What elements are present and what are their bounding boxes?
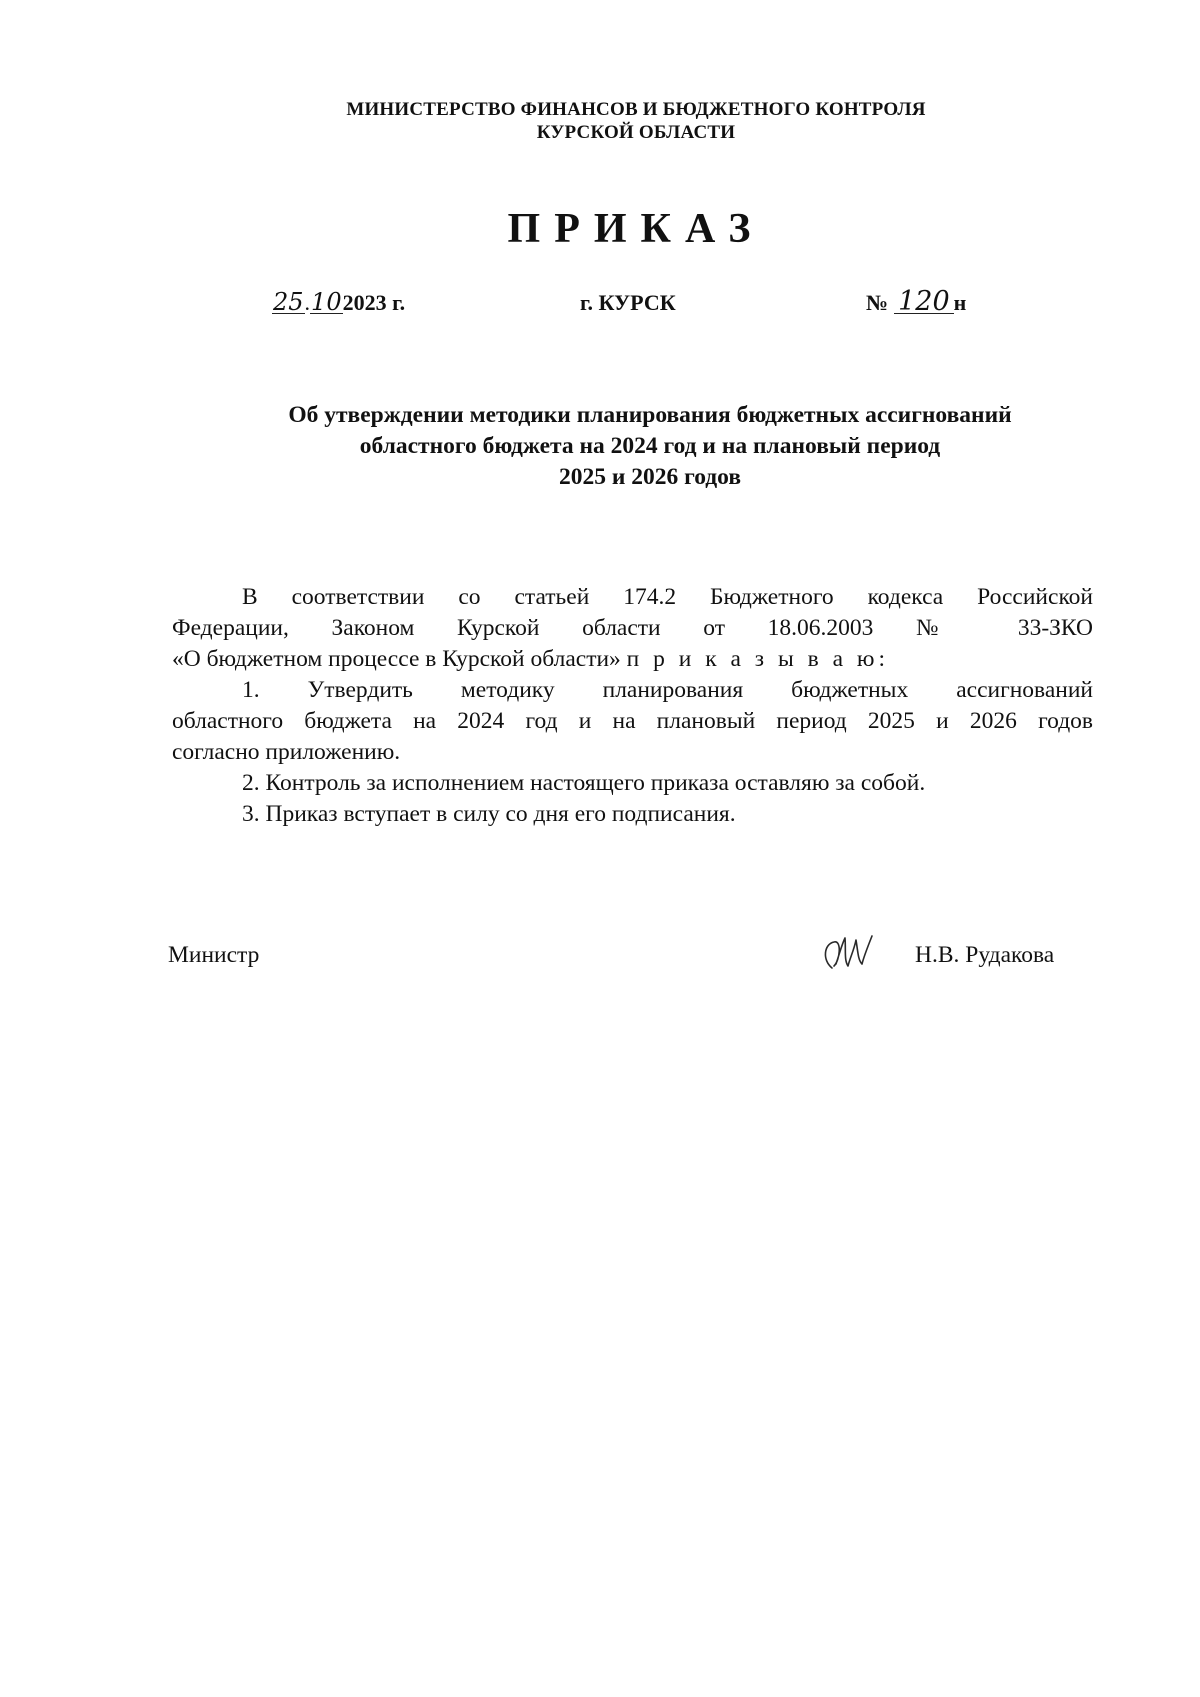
signer-name: Н.В. Рудакова bbox=[915, 942, 1055, 968]
item-3-paragraph bbox=[172, 799, 1093, 830]
document-date: 25.102023 г. bbox=[273, 288, 406, 316]
subject-line1: Об утверждении методики планирования бюджетных ассигнований bbox=[288, 402, 1012, 428]
document-city: г. КУРСК bbox=[580, 290, 676, 315]
ministry-name-line2: КУРСКОЙ ОБЛАСТИ bbox=[536, 122, 736, 143]
intro-line1: В соответствии со статьей 174.2 Бюджетного кодекса Российской bbox=[242, 584, 1093, 610]
document-body bbox=[172, 582, 1093, 830]
subject-line3: 2025 и 2026 годов bbox=[558, 464, 742, 490]
ministry-name-line1: МИНИСТЕРСТВО ФИНАНСОВ И БЮДЖЕТНОГО КОНТРОЛЯ bbox=[346, 99, 926, 120]
intro-paragraph bbox=[172, 582, 1093, 675]
item1-line2: областного бюджета на 2024 год и на плановый период 2025 и 2026 годов bbox=[172, 708, 1093, 734]
date-printed-year: 2023 г. bbox=[342, 290, 406, 315]
number-handwritten: 120 bbox=[894, 291, 954, 314]
document-number bbox=[866, 286, 967, 317]
document-meta-row bbox=[0, 286, 1200, 330]
document-title: ПРИКАЗ bbox=[507, 206, 765, 252]
item-2-paragraph bbox=[172, 768, 1093, 799]
subject-line2: областного бюджета на 2024 год и на плановый период bbox=[359, 433, 941, 459]
signature-row bbox=[0, 930, 1200, 990]
intro-line3-wrapper bbox=[172, 644, 1093, 675]
intro-line2: Федерации, Законом Курской области от 18.06.2003 № 33-ЗКО bbox=[172, 615, 1093, 641]
handwritten-signature bbox=[818, 930, 876, 978]
signer-position: Министр bbox=[168, 942, 260, 968]
number-prefix: № bbox=[866, 290, 889, 315]
intro-command: п р и к а з ы в а ю: bbox=[626, 646, 889, 672]
item3-line: 3. Приказ вступает в силу со дня его подписания. bbox=[242, 801, 736, 827]
number-suffix: н bbox=[953, 290, 967, 315]
item-1-paragraph bbox=[172, 675, 1093, 768]
document-subject bbox=[200, 400, 1100, 493]
date-handwritten-day: 25 bbox=[273, 288, 304, 316]
date-handwritten-month: 10 bbox=[311, 288, 342, 316]
item1-line3: согласно приложению. bbox=[172, 739, 401, 765]
item1-line1: 1. Утвердить методику планирования бюджетных ассигнований bbox=[242, 677, 1093, 703]
item2-line: 2. Контроль за исполнением настоящего приказа оставляю за собой. bbox=[242, 770, 926, 796]
intro-line3: «О бюджетном процессе в Курской области» bbox=[172, 646, 621, 672]
